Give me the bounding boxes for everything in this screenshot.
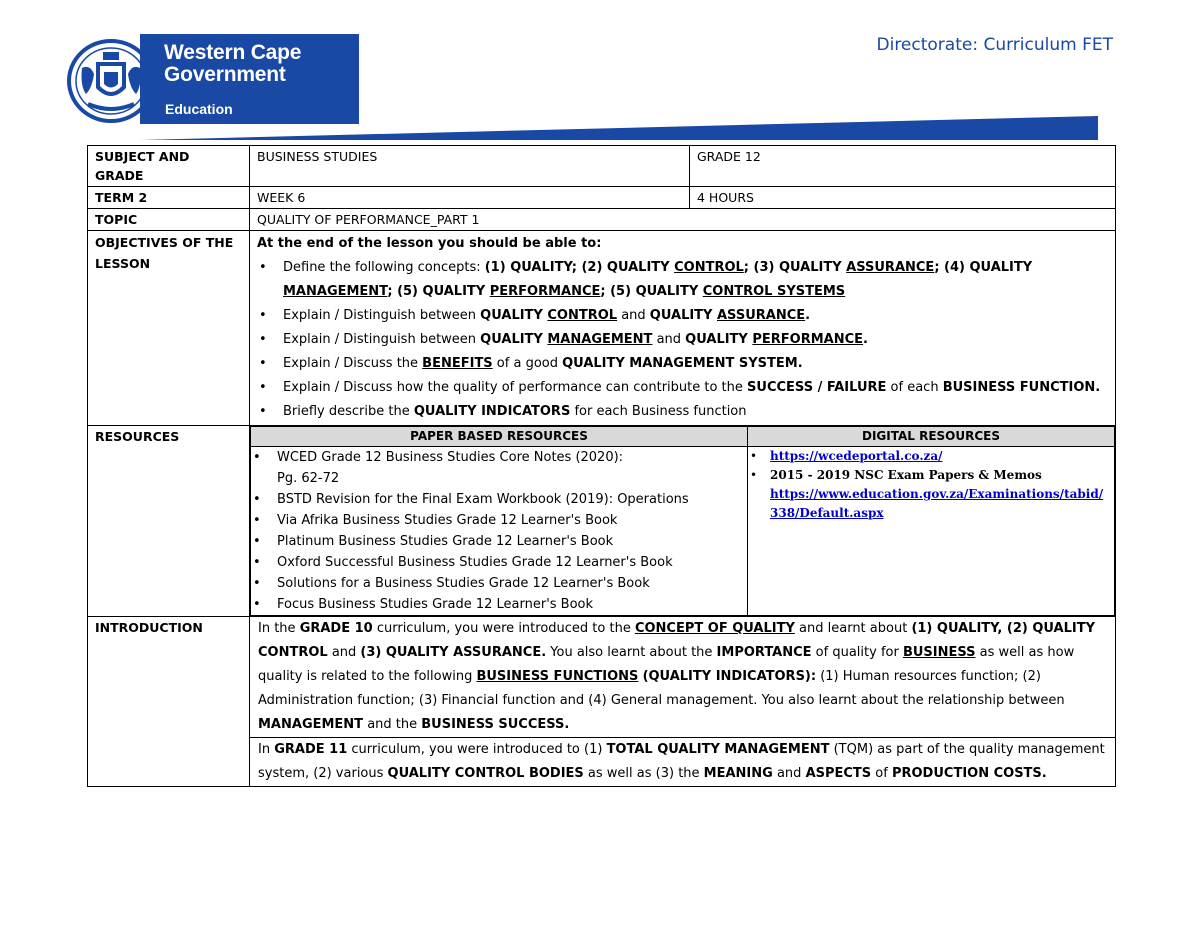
digital-resources-list bbox=[748, 447, 1114, 523]
digital-resource-item: • 2015 - 2019 NSC Exam Papers & Memos https://www.education.gov.za/Examinations/tabid/ 338/Default.aspx bbox=[748, 466, 1114, 523]
term-label: TERM 2 bbox=[88, 187, 250, 209]
resources-content bbox=[250, 426, 1116, 617]
paper-resource-item: • Via Afrika Business Studies Grade 12 Learner's Book bbox=[251, 510, 747, 531]
subject-value: BUSINESS STUDIES bbox=[250, 146, 690, 187]
week-value: WEEK 6 bbox=[250, 187, 690, 209]
introduction-row bbox=[88, 617, 1116, 787]
topic-label: TOPIC bbox=[88, 209, 250, 231]
resources-row bbox=[88, 426, 1116, 617]
grade-value: GRADE 12 bbox=[690, 146, 1116, 187]
logo-text-education: Education bbox=[165, 101, 233, 117]
term-row bbox=[88, 187, 1116, 209]
introduction-content bbox=[250, 617, 1116, 787]
introduction-label: INTRODUCTION bbox=[88, 617, 250, 787]
topic-row bbox=[88, 209, 1116, 231]
introduction-paragraph-grade11: In GRADE 11 curriculum, you were introduced to (1) TOTAL QUALITY MANAGEMENT (TQM) as part of the quality management system, (2) various QUALITY CONTROL BODIES as well as (3) the MEANING and ASPECTS of PRODUCTION COSTS. bbox=[250, 737, 1115, 786]
objective-item: • Define the following concepts: (1) QUALITY; (2) QUALITY CONTROL; (3) QUALITY ASSURANCE; (4) QUALITY MANAGEMENT; (5) QUALITY PERFORMANCE; (5) QUALITY CONTROL SYSTEMS bbox=[257, 256, 1108, 304]
digital-resources-header: DIGITAL RESOURCES bbox=[748, 427, 1115, 447]
objectives-heading: At the end of the lesson you should be able to: bbox=[257, 236, 602, 251]
resources-label: RESOURCES bbox=[88, 426, 250, 617]
lesson-plan-table bbox=[87, 145, 1116, 787]
header-accent-band bbox=[140, 116, 1098, 140]
hours-value: 4 HOURS bbox=[690, 187, 1116, 209]
subject-label: SUBJECT AND GRADE bbox=[88, 146, 250, 187]
paper-resource-item: • Oxford Successful Business Studies Grade 12 Learner's Book bbox=[251, 552, 747, 573]
logo-text-western-cape: Western Cape bbox=[164, 41, 302, 64]
objective-item: • Explain / Distinguish between QUALITY MANAGEMENT and QUALITY PERFORMANCE. bbox=[257, 328, 1108, 352]
paper-resource-item: • WCED Grade 12 Business Studies Core Notes (2020): Pg. 62-72 bbox=[251, 447, 747, 489]
topic-value: QUALITY OF PERFORMANCE_PART 1 bbox=[250, 209, 1116, 231]
objective-item: • Briefly describe the QUALITY INDICATORS for each Business function bbox=[257, 400, 1108, 424]
paper-resources-header: PAPER BASED RESOURCES bbox=[251, 427, 748, 447]
paper-resource-item: • BSTD Revision for the Final Exam Workbook (2019): Operations bbox=[251, 489, 747, 510]
paper-resource-item: • Solutions for a Business Studies Grade 12 Learner's Book bbox=[251, 573, 747, 594]
directorate-title: Directorate: Curriculum FET bbox=[876, 35, 1113, 55]
paper-resource-item: • Focus Business Studies Grade 12 Learner's Book bbox=[251, 594, 747, 615]
wced-eportal-link[interactable]: https://wcedeportal.co.za/ bbox=[770, 449, 943, 463]
logo-text-government: Government bbox=[164, 63, 286, 86]
introduction-paragraph-grade10: In the GRADE 10 curriculum, you were introduced to the CONCEPT OF QUALITY and learnt about (1) QUALITY, (2) QUALITY CONTROL and (3) QUALITY ASSURANCE. You also learnt about the IMPORTANCE of quality for BUSINESS as well as how quality is related to the following BUSINESS FUNCTIONS (QUALITY INDICATORS): (1) Human resources function; (2) Administration function; (3) Financial function and (4) General management. You also learnt about the relationship between MANAGEMENT and the BUSINESS SUCCESS. bbox=[258, 621, 1095, 732]
paper-resources-list bbox=[251, 447, 747, 615]
resources-table bbox=[250, 426, 1115, 616]
paper-resource-item: • Platinum Business Studies Grade 12 Learner's Book bbox=[251, 531, 747, 552]
subject-row bbox=[88, 146, 1116, 187]
exam-papers-link[interactable]: https://www.education.gov.za/Examinations/tabid/ 338/Default.aspx bbox=[770, 487, 1104, 520]
objectives-row bbox=[88, 231, 1116, 426]
objectives-list bbox=[257, 256, 1108, 424]
objectives-content bbox=[250, 231, 1116, 426]
objectives-label: OBJECTIVES OF THE LESSON bbox=[88, 231, 250, 426]
objective-item: • Explain / Discuss the BENEFITS of a good QUALITY MANAGEMENT SYSTEM. bbox=[257, 352, 1108, 376]
objective-item: • Explain / Discuss how the quality of performance can contribute to the SUCCESS / FAILURE of each BUSINESS FUNCTION. bbox=[257, 376, 1108, 400]
digital-resources-cell bbox=[748, 447, 1115, 616]
government-logo bbox=[140, 34, 359, 124]
objective-item: • Explain / Distinguish between QUALITY CONTROL and QUALITY ASSURANCE. bbox=[257, 304, 1108, 328]
digital-resource-item bbox=[748, 447, 1114, 466]
paper-resources-cell bbox=[251, 447, 748, 616]
